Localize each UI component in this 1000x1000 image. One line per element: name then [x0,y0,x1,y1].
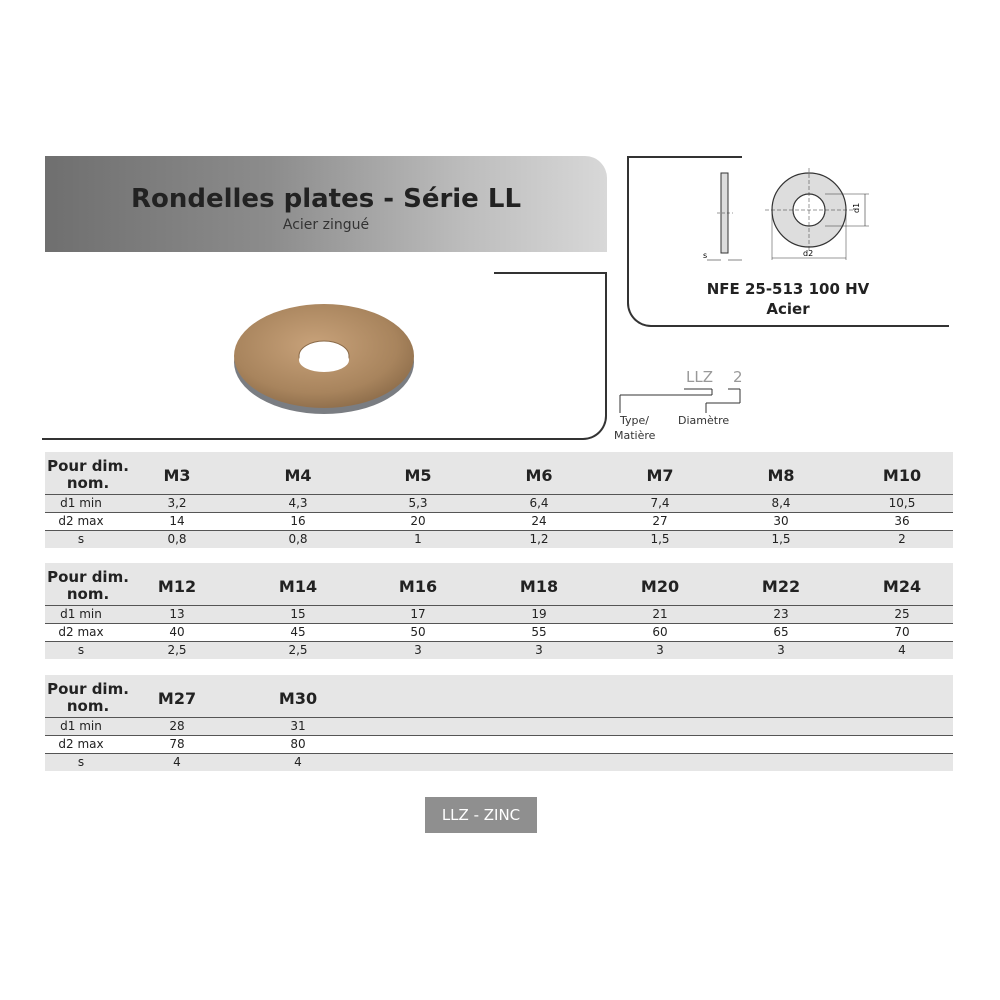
table-cell: 7,4 [650,496,670,510]
washer-drawing [697,168,882,268]
size-header-cell: M10 [882,466,922,485]
size-header-cell: M4 [284,466,312,485]
washer-photo [229,294,419,416]
table-row [45,531,953,548]
standard-reference: NFE 25-513 100 HV [706,280,870,298]
row-label: d2 max [58,514,104,528]
nominal-size-label-line2: nom. [66,474,110,492]
nominal-size-label-line2: nom. [66,697,110,715]
table-cell: 65 [773,625,789,639]
table-cell: 19 [531,607,547,621]
table-cell: 5,3 [408,496,428,510]
s-dim-label: s [703,251,708,260]
table-header [45,563,953,606]
table-cell: 36 [894,514,910,528]
table-cell: 25 [894,607,910,621]
table-cell: 13 [169,607,185,621]
type-label: Type/ [620,414,649,427]
table-cell: 1,5 [650,532,670,546]
size-header-cell: M14 [278,577,318,596]
title-banner [45,156,607,252]
size-header-cell: M5 [404,466,432,485]
nominal-size-label-line1: Pour dim. [47,680,129,698]
table-cell: 45 [290,625,306,639]
table-cell: 60 [652,625,668,639]
row-label: s [77,643,85,657]
row-label: d1 min [60,607,102,621]
size-header-cell: M27 [157,689,197,708]
table-cell: 6,4 [529,496,549,510]
row-label: d2 max [58,737,104,751]
size-header-cell: M8 [767,466,795,485]
size-header-cell: M20 [640,577,680,596]
size-table [45,675,953,771]
row-label: d2 max [58,625,104,639]
table-row [45,624,953,642]
table-cell: 3,2 [167,496,187,510]
material-label: Acier [766,300,810,318]
table-cell: 0,8 [167,532,187,546]
table-cell: 3 [777,643,785,657]
material-legend-label: Matière [614,429,656,442]
size-header-cell: M12 [157,577,197,596]
table-cell: 23 [773,607,789,621]
page-subtitle: Acier zingué [282,217,370,233]
table-cell: 70 [894,625,910,639]
table-cell: 3 [656,643,664,657]
size-header-cell: M24 [882,577,922,596]
table-cell: 10,5 [888,496,916,510]
table-cell: 21 [652,607,668,621]
table-cell: 4 [898,643,906,657]
row-label: d1 min [60,719,102,733]
table-header [45,452,953,495]
table-cell: 15 [290,607,306,621]
size-header-cell: M6 [525,466,553,485]
row-label: s [77,532,85,546]
table-row [45,495,953,513]
page-title: Rondelles plates - Série LL [130,184,522,214]
nominal-size-label-line1: Pour dim. [47,457,129,475]
row-label: d1 min [60,496,102,510]
table-row [45,736,953,754]
table-cell: 4,3 [288,496,308,510]
table-cell: 0,8 [288,532,308,546]
table-cell: 20 [410,514,426,528]
diameter-label: Diamètre [678,414,730,427]
table-row [45,606,953,624]
table-cell: 55 [531,625,547,639]
code-prefix: LLZ [686,368,713,386]
svg-text:d2: d2 [803,249,814,258]
size-table [45,563,953,659]
table-cell: 28 [169,719,185,733]
row-label: s [77,755,85,769]
footer-badge: LLZ - ZINC [425,797,537,833]
svg-text:d1: d1 [852,202,861,213]
table-cell: 2,5 [167,643,187,657]
code-diameter: 2 [733,368,743,386]
table-cell: 3 [414,643,422,657]
table-row [45,513,953,531]
table-cell: 17 [410,607,426,621]
table-cell: 31 [290,719,306,733]
table-cell: 27 [652,514,668,528]
size-header-cell: M3 [163,466,191,485]
table-cell: 30 [773,514,789,528]
size-header-cell: M16 [398,577,438,596]
table-cell: 40 [169,625,185,639]
nominal-size-label-line2: nom. [66,585,110,603]
table-cell: 8,4 [771,496,791,510]
table-cell: 80 [290,737,306,751]
size-header-cell: M22 [761,577,801,596]
size-header-cell: M7 [646,466,674,485]
table-row [45,754,953,771]
table-cell: 2,5 [288,643,308,657]
table-cell: 50 [410,625,426,639]
size-table [45,452,953,548]
table-cell: 4 [294,755,302,769]
table-cell: 2 [898,532,906,546]
table-cell: 4 [173,755,181,769]
size-header-cell: M30 [278,689,318,708]
table-row [45,642,953,659]
table-cell: 16 [290,514,306,528]
table-cell: 3 [535,643,543,657]
table-cell: 1 [414,532,422,546]
table-cell: 1,5 [771,532,791,546]
table-header [45,675,953,718]
table-row [45,718,953,736]
table-cell: 1,2 [529,532,549,546]
table-cell: 24 [531,514,547,528]
table-cell: 78 [169,737,185,751]
table-cell: 14 [169,514,185,528]
nominal-size-label-line1: Pour dim. [47,568,129,586]
size-header-cell: M18 [519,577,559,596]
